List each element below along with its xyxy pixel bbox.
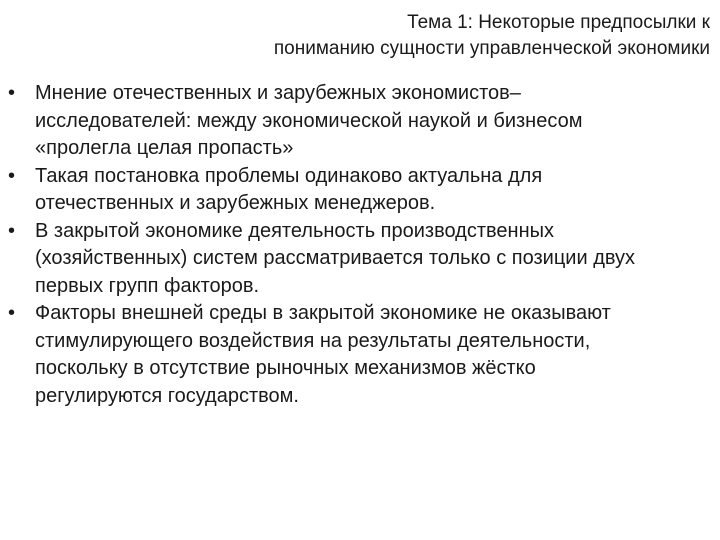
title-line-1: Тема 1: Некоторые предпосылки к [407,12,710,33]
bullet-4-line-1: Факторы внешней среды в закрытой экономике не оказывают [35,302,611,324]
bullet-1-line-1: Мнение отечественных и зарубежных экономистов– [35,82,521,104]
bullet-1-line-3: «пролегла целая пропасть» [35,137,294,159]
bullet-marker: • [8,82,16,104]
bullet-list [0,80,712,410]
bullet-1-line-2: исследователей: между экономической наукой и бизнесом [35,109,583,132]
bullet-item-4 [0,300,712,410]
bullet-marker: • [8,219,16,242]
bullet-4-line-4: регулируются государством. [35,384,299,407]
slide-title [110,10,710,62]
bullet-marker: • [8,164,16,187]
bullet-marker: • [8,302,16,324]
bullet-item-1 [0,80,712,163]
bullet-item-2 [0,163,712,218]
bullet-4-line-3: поскольку в отсутствие рыночных механизмов жёстко [35,357,536,379]
bullet-2-line-1: Такая постановка проблемы одинаково актуальна для [35,164,543,187]
bullet-3-line-3: первых групп факторов. [35,274,260,297]
bullet-2-line-2: отечественных и зарубежных менеджеров. [35,192,436,214]
title-line-2: пониманию сущности управленческой экономики [273,38,710,59]
bullet-3-line-1: В закрытой экономике деятельность производственных [35,219,555,242]
bullet-4-line-2: стимулирующего воздействия на результаты деятельности, [35,329,591,352]
bullet-3-line-2: (хозяйственных) систем рассматривается только с позиции двух [35,247,636,269]
bullet-item-3 [0,218,712,301]
